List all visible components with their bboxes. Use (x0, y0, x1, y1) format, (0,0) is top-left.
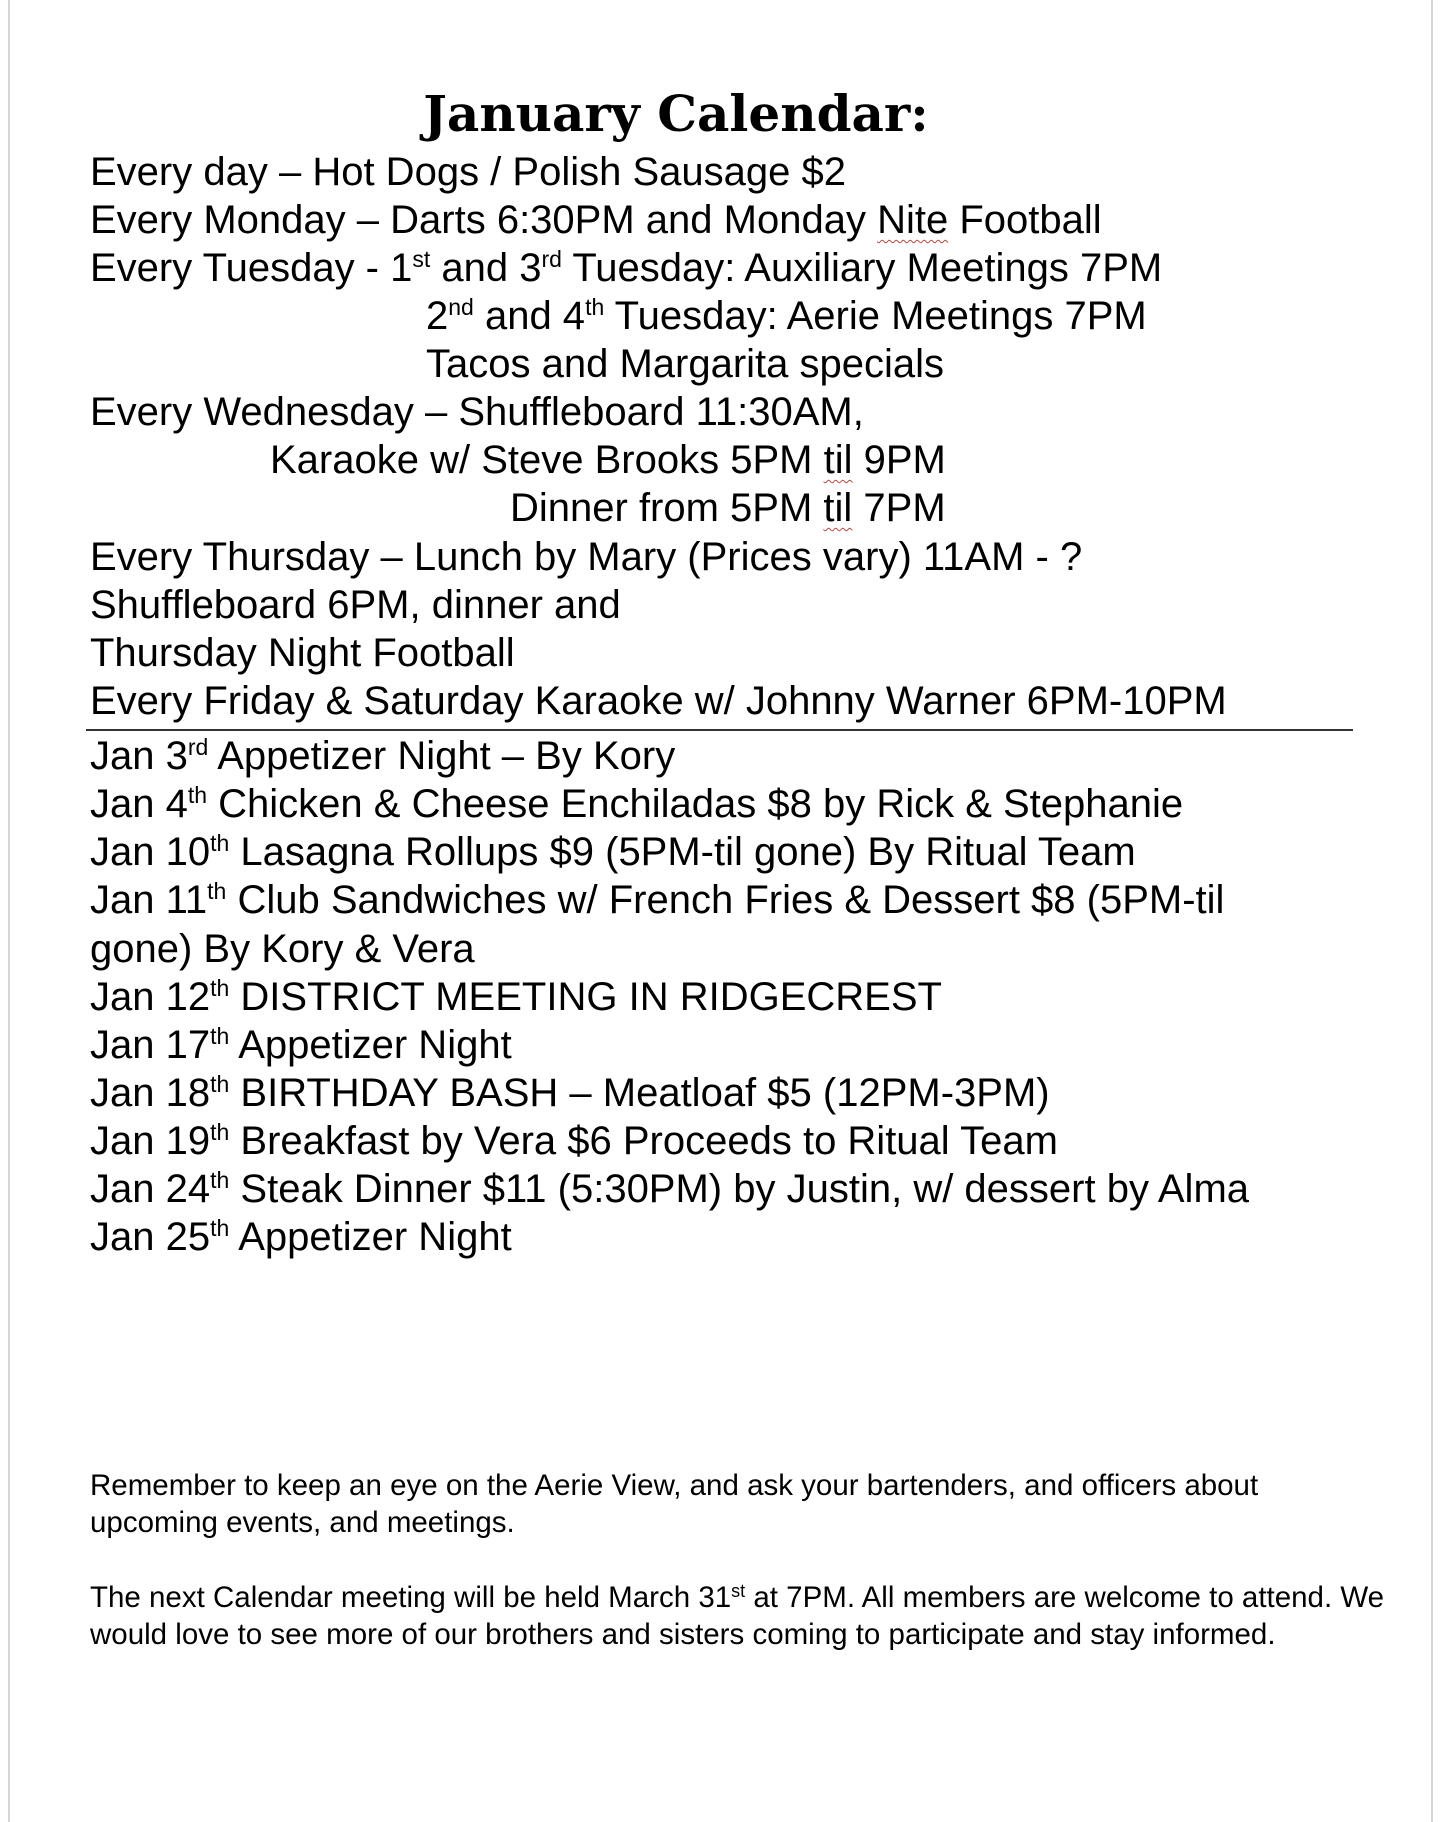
event-date: Jan 25 (90, 1215, 211, 1259)
weekly-every-day-text: Every day – Hot Dogs / Polish Sausage $2 (90, 150, 846, 194)
weekly-tuesday (90, 244, 1162, 292)
thursday-text: Every Thursday – Lunch by Mary (Prices vary) 11AM - ? (90, 535, 1083, 579)
event-item (90, 828, 1136, 876)
event-text: Chicken & Cheese Enchiladas $8 by Rick & Stephanie (207, 782, 1184, 826)
event-date: Jan 11 (90, 878, 208, 922)
event-date-suffix: th (210, 975, 230, 1001)
tuesday3-text: Tacos and Margarita specials (426, 342, 945, 386)
event-text: Breakfast by Vera $6 Proceeds to Ritual Team (229, 1119, 1058, 1163)
event-item (90, 1165, 1249, 1213)
weekly-monday (90, 196, 1102, 244)
weekly-friday-saturday (90, 677, 1227, 725)
monday-text-a: Every Monday – Darts 6:30PM and Monday (90, 198, 878, 242)
event-date: Jan 17 (90, 1023, 211, 1067)
tuesday2-prefix: 2 (426, 294, 449, 338)
event-item (90, 876, 1224, 924)
section-divider (86, 729, 1353, 731)
event-text: Club Sandwiches w/ French Fries & Dessert $8 (5PM-til (226, 878, 1225, 922)
weekly-tuesday-line-2 (426, 292, 1147, 340)
event-item (90, 732, 675, 780)
event-date: Jan 24 (90, 1167, 211, 1211)
weekly-thursday-line-2 (90, 581, 621, 629)
meeting-note-sup: st (731, 1581, 746, 1601)
wed-karaoke-til: til (823, 438, 853, 482)
calendar-meeting-note (90, 1579, 1390, 1653)
tuesday2-mid: and 4 (473, 294, 586, 338)
event-date-suffix: rd (187, 734, 209, 760)
event-text: Appetizer Night – By Kory (208, 734, 676, 778)
event-date: Jan 12 (90, 975, 211, 1019)
event-date-suffix: th (207, 878, 227, 904)
wednesday-text: Every Wednesday – Shuffleboard 11:30AM, (90, 390, 864, 434)
event-item (90, 1117, 1058, 1165)
tuesday2-sup-2: th (585, 294, 605, 320)
event-text: DISTRICT MEETING IN RIDGECREST (229, 975, 942, 1019)
event-date: Jan 4 (90, 782, 188, 826)
event-date-suffix: th (210, 1119, 230, 1145)
weekly-every-day (90, 148, 846, 196)
monday-nite-word: Nite (877, 198, 949, 242)
meeting-note-text-a: The next Calendar meeting will be held March 31 (90, 1581, 732, 1614)
event-date: Jan 19 (90, 1119, 211, 1163)
page-border-left (8, 0, 10, 1822)
weekly-tuesday-line-3 (426, 340, 944, 388)
event-text-continuation: gone) By Kory & Vera (90, 927, 475, 971)
thursday3-text: Thursday Night Football (90, 631, 515, 675)
weekly-thursday (90, 533, 1082, 581)
event-text: BIRTHDAY BASH – Meatloaf $5 (12PM-3PM) (229, 1071, 1050, 1115)
event-date: Jan 10 (90, 830, 211, 874)
reminder-note: Remember to keep an eye on the Aerie View, and ask your bartenders, and officers about upcoming events, and meetings. (90, 1469, 1259, 1539)
event-date-suffix: th (210, 1023, 230, 1049)
tuesday-sup-1: st (412, 246, 431, 272)
weekly-wednesday-karaoke (270, 436, 946, 484)
event-text: Lasagna Rollups $9 (5PM-til gone) By Ritual Team (229, 830, 1136, 874)
event-item (90, 1213, 512, 1261)
page-title: January Calendar: (423, 84, 929, 143)
weekly-thursday-line-3 (90, 629, 515, 677)
friday-saturday-text: Every Friday & Saturday Karaoke w/ Johnny Warner 6PM-10PM (90, 679, 1227, 723)
monday-text-b: Football (948, 198, 1102, 242)
event-text: Appetizer Night (229, 1215, 512, 1259)
event-item-continuation (90, 925, 475, 973)
event-date-suffix: th (210, 830, 230, 856)
event-item (90, 973, 942, 1021)
wed-dinner-b: 7PM (852, 486, 946, 530)
tuesday2-rest: Tuesday: Aerie Meetings 7PM (604, 294, 1147, 338)
tuesday-prefix: Every Tuesday - 1 (90, 246, 413, 290)
tuesday-rest: Tuesday: Auxiliary Meetings 7PM (561, 246, 1163, 290)
wed-karaoke-a: Karaoke w/ Steve Brooks 5PM (270, 438, 824, 482)
tuesday-sup-2: rd (541, 246, 562, 272)
thursday2-text: Shuffleboard 6PM, dinner and (90, 583, 621, 627)
page-border-right (1431, 0, 1433, 1822)
meeting-note-text-b: at 7PM. All members are welcome to attend. We would love to see more of our brothers and sisters coming to participate and stay informed. (90, 1581, 1385, 1651)
event-date-suffix: th (187, 782, 208, 808)
tuesday2-sup-1: nd (448, 294, 474, 320)
event-item (90, 780, 1183, 828)
event-item (90, 1069, 1050, 1117)
weekly-wednesday (90, 388, 864, 436)
event-date: Jan 18 (90, 1071, 211, 1115)
tuesday-mid: and 3 (430, 246, 542, 290)
event-date: Jan 3 (90, 734, 188, 778)
wed-dinner-til: til (823, 486, 853, 530)
event-date-suffix: th (210, 1071, 230, 1097)
event-text: Appetizer Night (229, 1023, 512, 1067)
event-text: Steak Dinner $11 (5:30PM) by Justin, w/ dessert by Alma (229, 1167, 1250, 1211)
event-date-suffix: th (210, 1215, 230, 1241)
weekly-wednesday-dinner (510, 484, 946, 532)
wed-dinner-a: Dinner from 5PM (510, 486, 824, 530)
wed-karaoke-b: 9PM (852, 438, 946, 482)
event-date-suffix: th (210, 1167, 230, 1193)
event-item (90, 1021, 512, 1069)
